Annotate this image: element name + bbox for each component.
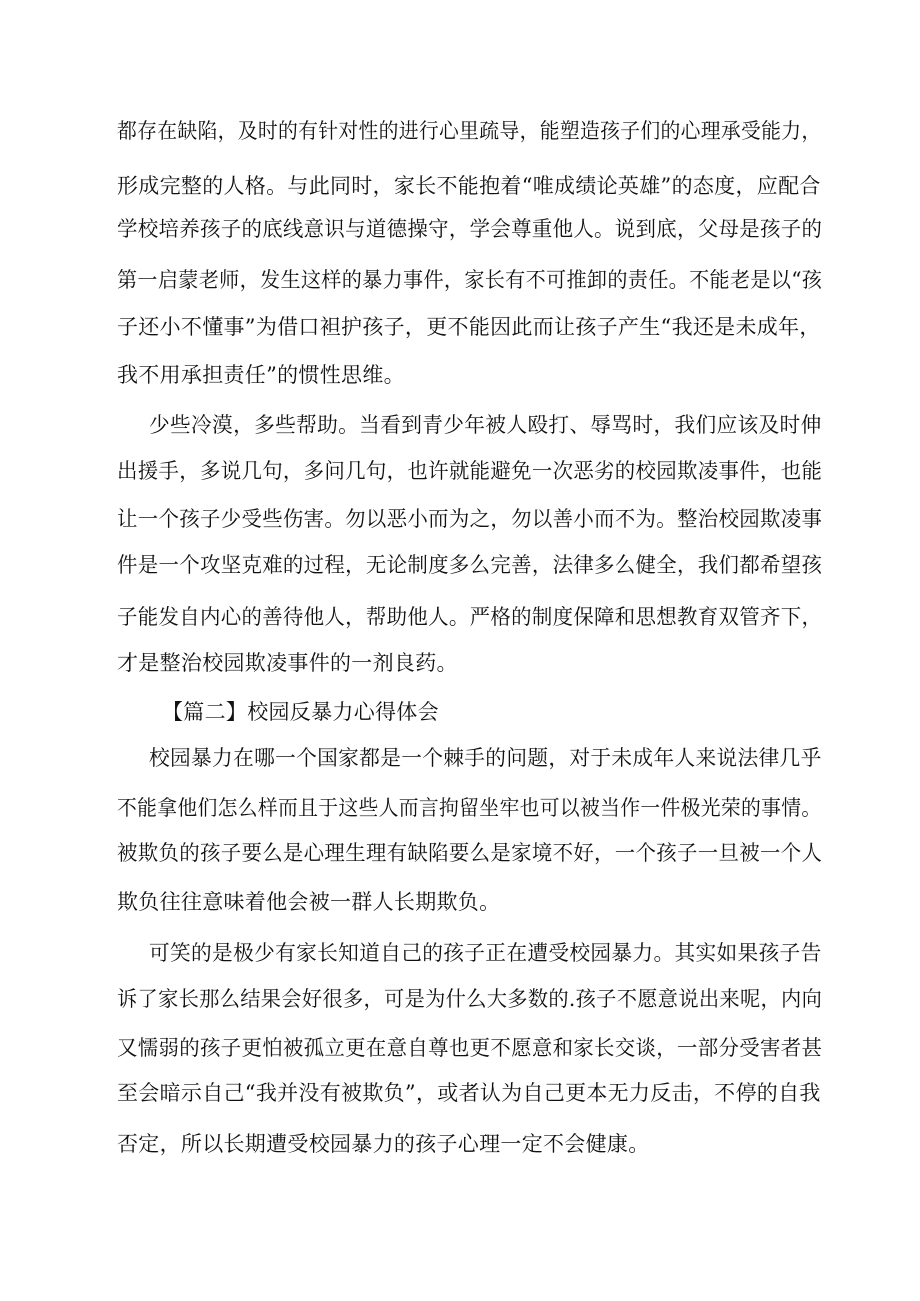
paragraph-line: 都存在缺陷，及时的有针对性的进行心里疏导，能塑造孩子们的心理承受能力，	[117, 119, 822, 143]
paragraph-line: 件是一个攻坚克难的过程，无论制度多么完善，法律多么健全，我们都希望孩	[117, 553, 823, 577]
paragraph-line: 少些冷漠，多些帮助。当看到青少年被人殴打、辱骂时，我们应该及时伸	[149, 413, 822, 437]
paragraph-line: 诉了家长那么结果会好很多，可是为什么大多数的.孩子不愿意说出来呢，内向	[117, 987, 823, 1011]
paragraph-line: 被欺负的孩子要么是心理生理有缺陷要么是家境不好，一个孩子一旦被一个人	[117, 841, 823, 865]
paragraph-line: 又懦弱的孩子更怕被孤立更在意自尊也更不愿意和家长交谈，一部分受害者甚	[117, 1036, 823, 1060]
paragraph-line: 第一启蒙老师，发生这样的暴力事件，家长有不可推卸的责任。不能老是以“孩	[117, 268, 823, 292]
paragraph-line: 可笑的是极少有家长知道自己的孩子正在遭受校园暴力。其实如果孩子告	[149, 941, 822, 965]
paragraph-line: 子还小不懂事”为借口袒护孩子，更不能因此而让孩子产生“我还是未成年，	[117, 315, 821, 339]
paragraph-line: 校园暴力在哪一个国家都是一个棘手的问题，对于未成年人来说法律几乎	[149, 746, 822, 770]
paragraph-line: 才是整治校园欺凌事件的一剂良药。	[117, 651, 458, 675]
paragraph-line: 我不用承担责任”的惯性思维。	[117, 363, 405, 387]
paragraph-line: 至会暗示自己“我并没有被欺负”，或者认为自己更本无力反击，不停的自我	[117, 1081, 821, 1105]
paragraph-line: 否定，所以长期遭受校园暴力的孩子心理一定不会健康。	[117, 1132, 650, 1156]
section-heading: 【篇二】校园反暴力心得体会	[162, 700, 439, 724]
paragraph-line: 让一个孩子少受些伤害。勿以恶小而为之，勿以善小而不为。整治校园欺凌事	[117, 507, 823, 531]
paragraph-line: 欺负往往意味着他会被一群人长期欺负。	[117, 890, 501, 914]
paragraph-line: 学校培养孩子的底线意识与道德操守，学会尊重他人。说到底，父母是孩子的	[117, 217, 823, 241]
paragraph-line: 子能发自内心的善待他人，帮助他人。严格的制度保障和思想教育双管齐下，	[117, 605, 823, 629]
paragraph-line: 不能拿他们怎么样而且于这些人而言拘留坐牢也可以被当作一件极光荣的事情。	[117, 796, 822, 820]
paragraph-line: 出援手，多说几句，多问几句，也许就能避免一次恶劣的校园欺凌事件，也能	[117, 459, 823, 483]
paragraph-line: 形成完整的人格。与此同时，家长不能抱着“唯成绩论英雄”的态度，应配合	[117, 174, 821, 198]
